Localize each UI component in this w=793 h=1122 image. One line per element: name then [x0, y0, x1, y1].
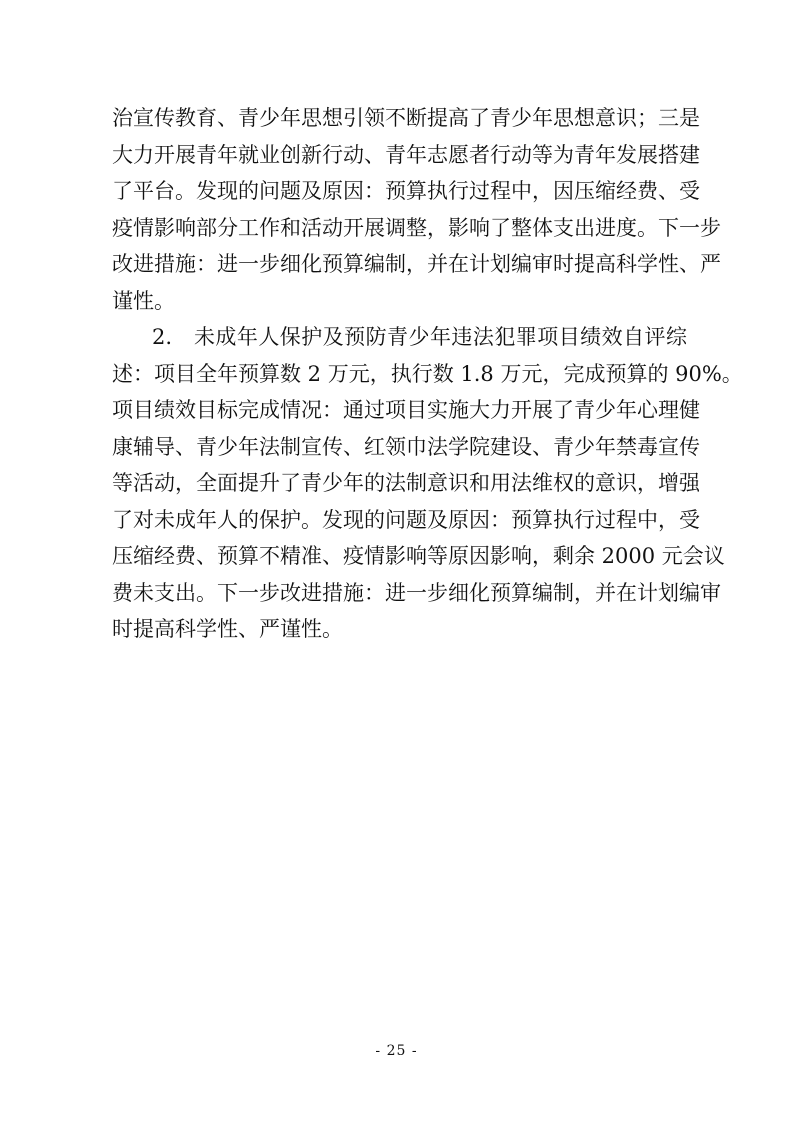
text-line: 述：项目全年预算数 2 万元，执行数 1.8 万元，完成预算的 90%。: [112, 361, 743, 386]
text-line: 大力开展青年就业创新行动、青年志愿者行动等为青年发展搭建: [112, 142, 700, 167]
text-line: 费未支出。下一步改进措施：进一步细化预算编制，并在计划编审: [112, 580, 721, 605]
body-text: [112, 100, 743, 648]
text-line: 康辅导、青少年法制宣传、红领巾法学院建设、青少年禁毒宣传: [112, 434, 700, 459]
section-2-heading-line: 2. 未成年人保护及预防青少年违法犯罪项目绩效自评综: [152, 325, 687, 349]
text-line: 项目绩效目标完成情况：通过项目实施大力开展了青少年心理健: [112, 398, 700, 422]
text-line: 改进措施：进一步细化预算编制，并在计划编审时提高科学性、严: [112, 252, 721, 276]
text-line: 疫情影响部分工作和活动开展调整，影响了整体支出进度。下一步: [112, 215, 721, 240]
text-line: 谨性。: [112, 288, 175, 313]
text-line: 了平台。发现的问题及原因：预算执行过程中，因压缩经费、受: [112, 179, 700, 203]
page-number: - 25 -: [375, 1043, 418, 1059]
text-line: 治宣传教育、青少年思想引领不断提高了青少年思想意识；三是: [112, 106, 700, 130]
text-line: 等活动，全面提升了青少年的法制意识和用法维权的意识，增强: [112, 471, 700, 495]
text-line: 了对未成年人的保护。发现的问题及原因：预算执行过程中，受: [112, 507, 700, 532]
text-line: 时提高科学性、严谨性。: [112, 617, 343, 641]
text-line: 压缩经费、预算不精准、疫情影响等原因影响，剩余 2000 元会议: [112, 544, 725, 568]
